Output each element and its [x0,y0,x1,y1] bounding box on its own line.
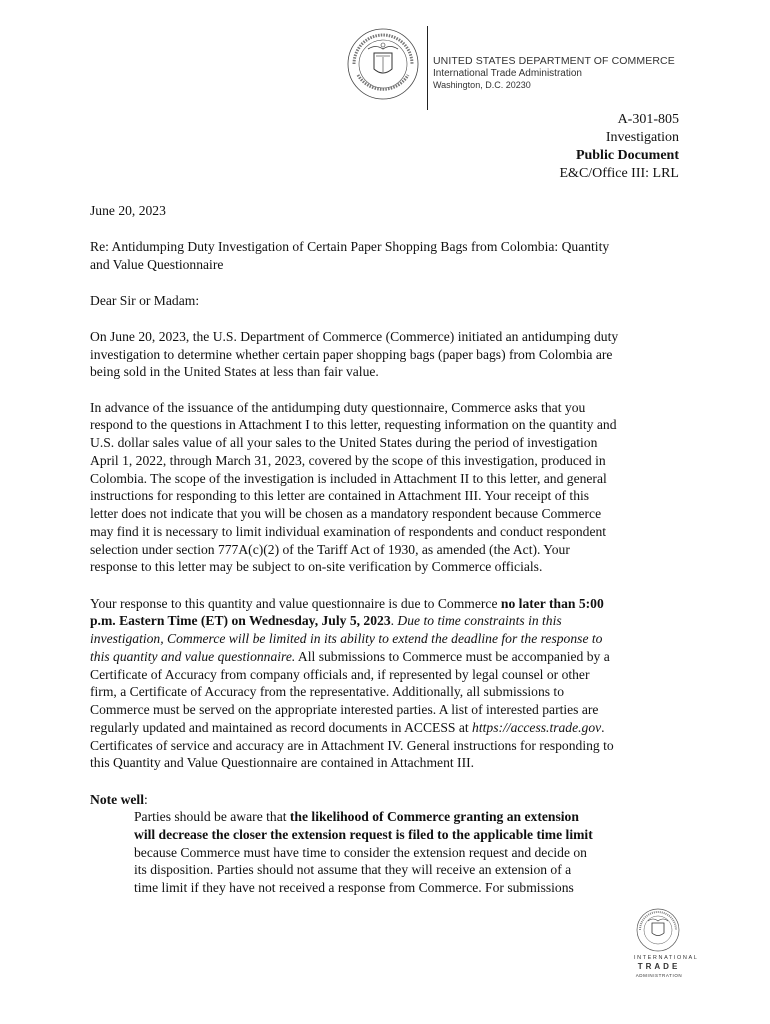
para1-line: being sold in the United States at less than fair value. [90,364,379,379]
subject-line-1: Re: Antidumping Duty Investigation of Certain Paper Shopping Bags from Colombia: Quantity [90,239,610,254]
para1-line: On June 20, 2023, the U.S. Department of Commerce (Commerce) initiated an antidumping duty [90,329,619,344]
reference-block [560,111,680,183]
para3-line: regularly updated and maintained as record documents in ACCESS at https://access.trade.gov. [90,720,605,735]
salutation: Dear Sir or Madam: [90,293,200,308]
case-type: Investigation [605,130,679,145]
para3-line: firm, a Certificate of Accuracy from the representative. Additionally, all submissions to [90,684,565,699]
letter-date: June 20, 2023 [90,203,166,218]
para3-line: this Quantity and Value Questionnaire are contained in Attachment III. [90,755,475,770]
deadline-bold: no later than 5:00 [500,596,604,611]
footer-ita-line3: ADMINISTRATION [635,973,683,978]
para2-line: U.S. dollar sales value of all your sales to the United States during the period of investigation [90,435,598,450]
document-status: Public Document [575,148,679,163]
para2-line: instructions for responding to this letter are contained in Attachment III. Your receipt of this [90,488,590,503]
para2-line: In advance of the issuance of the antidumping duty questionnaire, Commerce asks that you [90,400,586,415]
ita-seal-icon [635,907,681,953]
para1-line: investigation to determine whether certain paper shopping bags (paper bags) from Colombia are [90,347,613,362]
letterhead-agency: International Trade Administration [433,68,582,79]
para2-line: response to this letter may be subject to on-site verification by Commerce officials. [90,559,543,574]
subject-line-2: and Value Questionnaire [90,257,224,272]
para2-line: respond to the questions in Attachment I to this letter, requesting information on the quantity and [90,417,617,432]
access-link[interactable]: https://access.trade.gov [472,720,602,735]
deadline-bold: p.m. Eastern Time (ET) on Wednesday, July 5, 2023 [90,613,391,628]
para2-line: letter does not indicate that you will be chosen as a mandatory respondent because Commerce [90,506,602,521]
para3-line: Commerce must be served on the appropriate interested parties. A list of interested parties are [90,702,599,717]
para3-line: p.m. Eastern Time (ET) on Wednesday, July 5, 2023. Due to time constraints in this [90,613,562,628]
note-line: Parties should be aware that the likelihood of Commerce granting an extension [134,809,579,824]
letterhead-address: Washington, D.C. 20230 [433,80,531,90]
para2-line: April 1, 2022, through March 31, 2023, covered by the scope of this investigation, produced in [90,453,606,468]
para2-line: may find it is necessary to limit individual examination of respondents and conduct respondent [90,524,607,539]
note-line: because Commerce must have time to consider the extension request and decide on [134,845,587,860]
footer-ita-line1: INTERNATIONAL [634,955,699,961]
para3-line: Certificate of Accuracy from company officials and, if represented by legal counsel or other [90,667,590,682]
para2-line: selection under section 777A(c)(2) of the Tariff Act of 1930, as amended (the Act). Your [90,542,570,557]
note-heading: Note well: [90,792,148,807]
para3-line: investigation, Commerce will be limited in its ability to extend the deadline for the response to [90,631,603,646]
note-line: time limit if they have not received a response from Commerce. For submissions [134,880,574,895]
commerce-seal-icon [346,27,420,101]
letterhead-divider [427,26,428,110]
para3-line: this quantity and value questionnaire. All submissions to Commerce must be accompanied by a [90,649,610,664]
para3-line: Certificates of service and accuracy are in Attachment IV. General instructions for responding to [90,738,614,753]
case-number: A-301-805 [617,112,679,127]
footer-ita-line2: TRADE [637,962,681,971]
para3-line: Your response to this quantity and value questionnaire is due to Commerce no later than 5:00 [90,596,604,611]
note-line: its disposition. Parties should not assume that they will receive an extension of a [134,862,572,877]
para2-line: Colombia. The scope of the investigation is included in Attachment II to this letter, and general [90,471,607,486]
letterhead-department: UNITED STATES DEPARTMENT OF COMMERCE [433,55,675,67]
note-line: will decrease the closer the extension request is filed to the applicable time limit [134,827,593,842]
office-code: E&C/Office III: LRL [559,166,679,181]
